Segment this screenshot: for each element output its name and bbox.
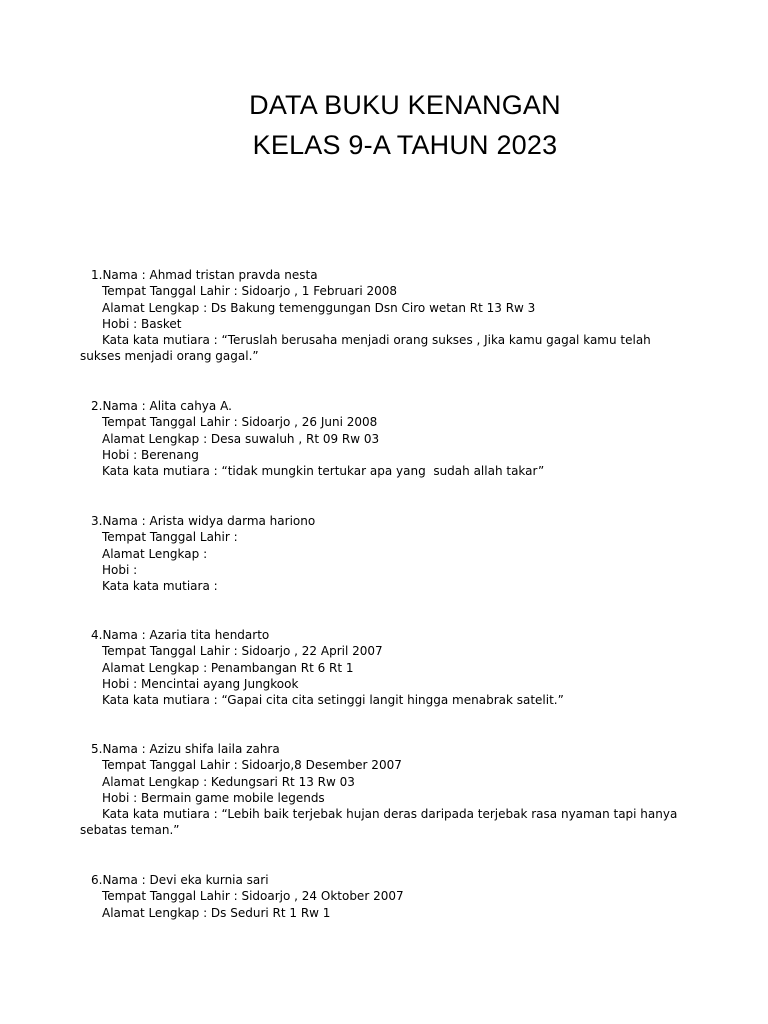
entry-hobi: Hobi : Mencintai ayang Jungkook xyxy=(102,676,299,691)
entry-kata-mutiara: Kata kata mutiara : “Teruslah berusaha menjadi orang sukses , Jika kamu gagal kamu telah sukses menjadi orang gagal.” xyxy=(80,333,651,364)
entry-nama: 4.Nama : Azaria tita hendarto xyxy=(91,628,270,642)
entry-kata-mutiara: Kata kata mutiara : xyxy=(102,579,218,594)
entry-tempat-tanggal-lahir: Tempat Tanggal Lahir : Sidoarjo , 22 April 2007 xyxy=(102,644,383,659)
student-entry-3 xyxy=(91,513,691,594)
entry-tempat-tanggal-lahir: Tempat Tanggal Lahir : Sidoarjo , 1 Februari 2008 xyxy=(102,284,398,299)
student-entry-1 xyxy=(80,267,691,365)
entry-alamat: Alamat Lengkap : Desa suwaluh , Rt 09 Rw 03 xyxy=(102,431,380,446)
entry-hobi: Hobi : Basket xyxy=(102,316,182,331)
entry-hobi: Hobi : xyxy=(102,562,138,577)
entry-tempat-tanggal-lahir: Tempat Tanggal Lahir : Sidoarjo , 24 Oktober 2007 xyxy=(102,889,404,904)
entry-hobi: Hobi : Bermain game mobile legends xyxy=(102,790,325,805)
entry-kata-mutiara: Kata kata mutiara : “Lebih baik terjebak hujan deras daripada terjebak rasa nyaman tapi hanya sebatas teman.” xyxy=(80,807,678,838)
title-line-1: DATA BUKU KENANGAN xyxy=(249,90,561,120)
entry-hobi: Hobi : Berenang xyxy=(102,447,199,462)
entry-alamat: Alamat Lengkap : Ds Bakung temenggungan Dsn Ciro wetan Rt 13 Rw 3 xyxy=(102,300,536,315)
student-entry-5 xyxy=(80,741,691,839)
entry-nama: 1.Nama : Ahmad tristan pravda nesta xyxy=(91,268,318,282)
title-line-2: KELAS 9-A TAHUN 2023 xyxy=(252,130,558,160)
entry-nama: 5.Nama : Azizu shifa laila zahra xyxy=(91,742,280,756)
entry-alamat: Alamat Lengkap : xyxy=(102,546,208,561)
entry-tempat-tanggal-lahir: Tempat Tanggal Lahir : Sidoarjo,8 Desember 2007 xyxy=(102,758,402,773)
document-title xyxy=(0,85,768,165)
entry-kata-mutiara: Kata kata mutiara : “Gapai cita cita setinggi langit hingga menabrak satelit.” xyxy=(102,693,564,708)
student-entry-6 xyxy=(91,872,691,921)
entry-alamat: Alamat Lengkap : Ds Seduri Rt 1 Rw 1 xyxy=(102,905,331,920)
student-entry-4 xyxy=(91,627,691,708)
entry-kata-mutiara: Kata kata mutiara : “tidak mungkin tertukar apa yang sudah allah takar” xyxy=(102,464,545,479)
entry-nama: 2.Nama : Alita cahya A. xyxy=(91,399,232,413)
student-entry-2 xyxy=(91,398,691,479)
entry-nama: 3.Nama : Arista widya darma hariono xyxy=(91,514,316,528)
entry-alamat: Alamat Lengkap : Penambangan Rt 6 Rt 1 xyxy=(102,660,354,675)
entry-nama: 6.Nama : Devi eka kurnia sari xyxy=(91,873,269,887)
entry-tempat-tanggal-lahir: Tempat Tanggal Lahir : xyxy=(102,530,238,545)
entry-tempat-tanggal-lahir: Tempat Tanggal Lahir : Sidoarjo , 26 Juni 2008 xyxy=(102,415,378,430)
entry-alamat: Alamat Lengkap : Kedungsari Rt 13 Rw 03 xyxy=(102,774,355,789)
